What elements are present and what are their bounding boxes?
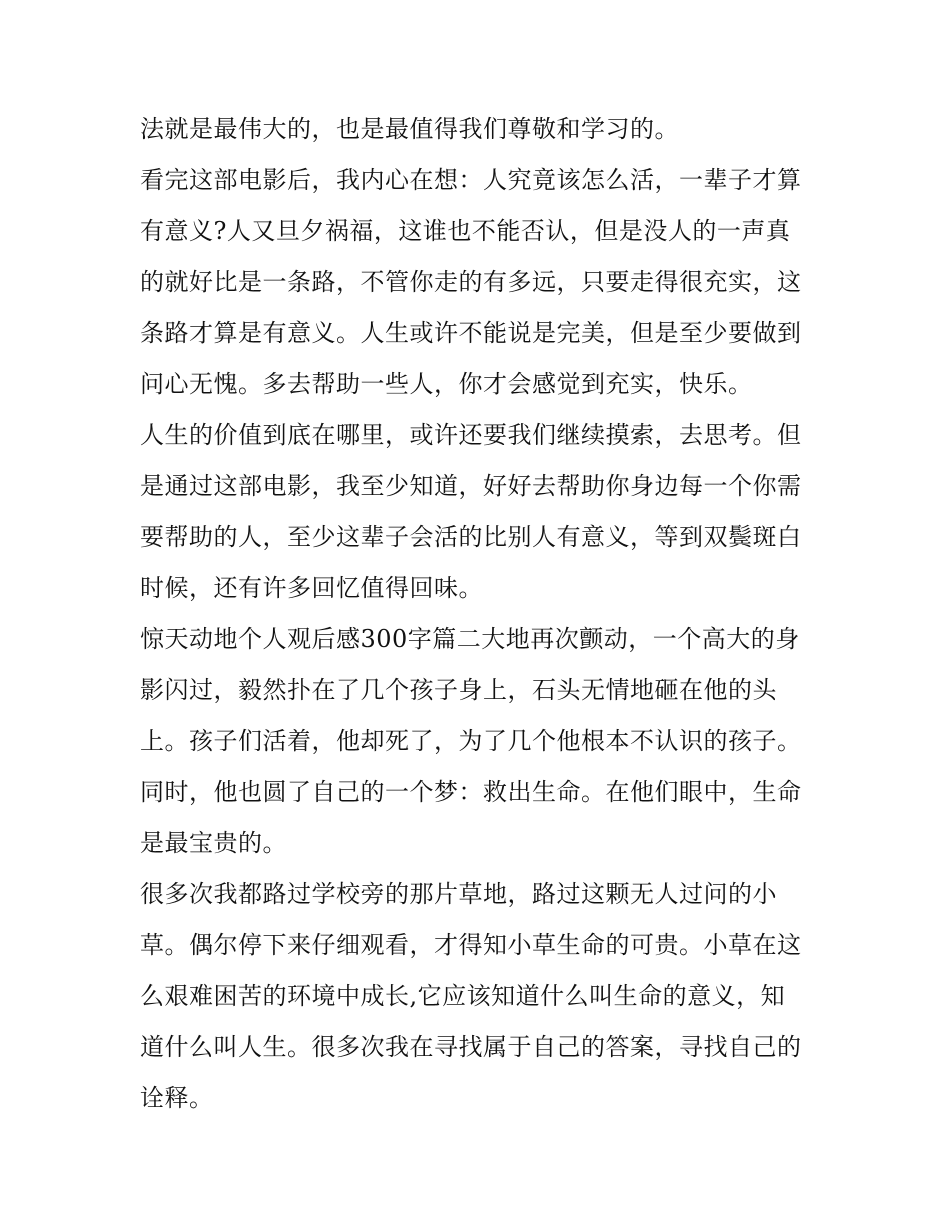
text-line: 诠释。 — [140, 1084, 214, 1112]
text-line: 是通过这部电影，我至少知道，好好去帮助你身边每一个你需 — [140, 472, 802, 500]
text-line: 看完这部电影后，我内心在想：人究竟该怎么活，一辈子才算 — [140, 166, 802, 194]
text-line: 上。孩子们活着，他却死了，为了几个他根本不认识的孩子。 — [140, 727, 802, 755]
text-line: 很多次我都路过学校旁的那片草地，路过这颗无人过问的小 — [140, 880, 777, 908]
text-line: 草。偶尔停下来仔细观看，才得知小草生命的可贵。小草在这 — [140, 931, 802, 959]
text-line: 的就好比是一条路，不管你走的有多远，只要走得很充实，这 — [140, 268, 802, 296]
text-line: 要帮助的人，至少这辈子会活的比别人有意义，等到双鬓斑白 — [140, 523, 802, 551]
body-text — [140, 104, 820, 1124]
text-line: 惊天动地个人观后感300字篇二大地再次颤动，一个高大的身 — [140, 625, 800, 653]
text-line: 影闪过，毅然扑在了几个孩子身上，石头无情地砸在他的头 — [140, 676, 777, 704]
text-line: 问心无愧。多去帮助一些人，你才会感觉到充实，快乐。 — [140, 370, 753, 398]
text-line: 条路才算是有意义。人生或许不能说是完美，但是至少要做到 — [140, 319, 802, 347]
text-line: 时候，还有许多回忆值得回味。 — [140, 574, 483, 602]
text-line: 人生的价值到底在哪里，或许还要我们继续摸索，去思考。但 — [140, 421, 802, 449]
text-line: 有意义?人又旦夕祸福，这谁也不能否认，但是没人的一声真 — [140, 217, 791, 245]
text-line: 是最宝贵的。 — [140, 829, 287, 857]
text-line: 么艰难困苦的环境中成长,它应该知道什么叫生命的意义，知 — [140, 982, 786, 1010]
text-line: 道什么叫人生。很多次我在寻找属于自己的答案，寻找自己的 — [140, 1033, 802, 1061]
text-line: 同时，他也圆了自己的一个梦：救出生命。在他们眼中，生命 — [140, 778, 802, 806]
text-line: 法就是最伟大的，也是最值得我们尊敬和学习的。 — [140, 115, 679, 143]
